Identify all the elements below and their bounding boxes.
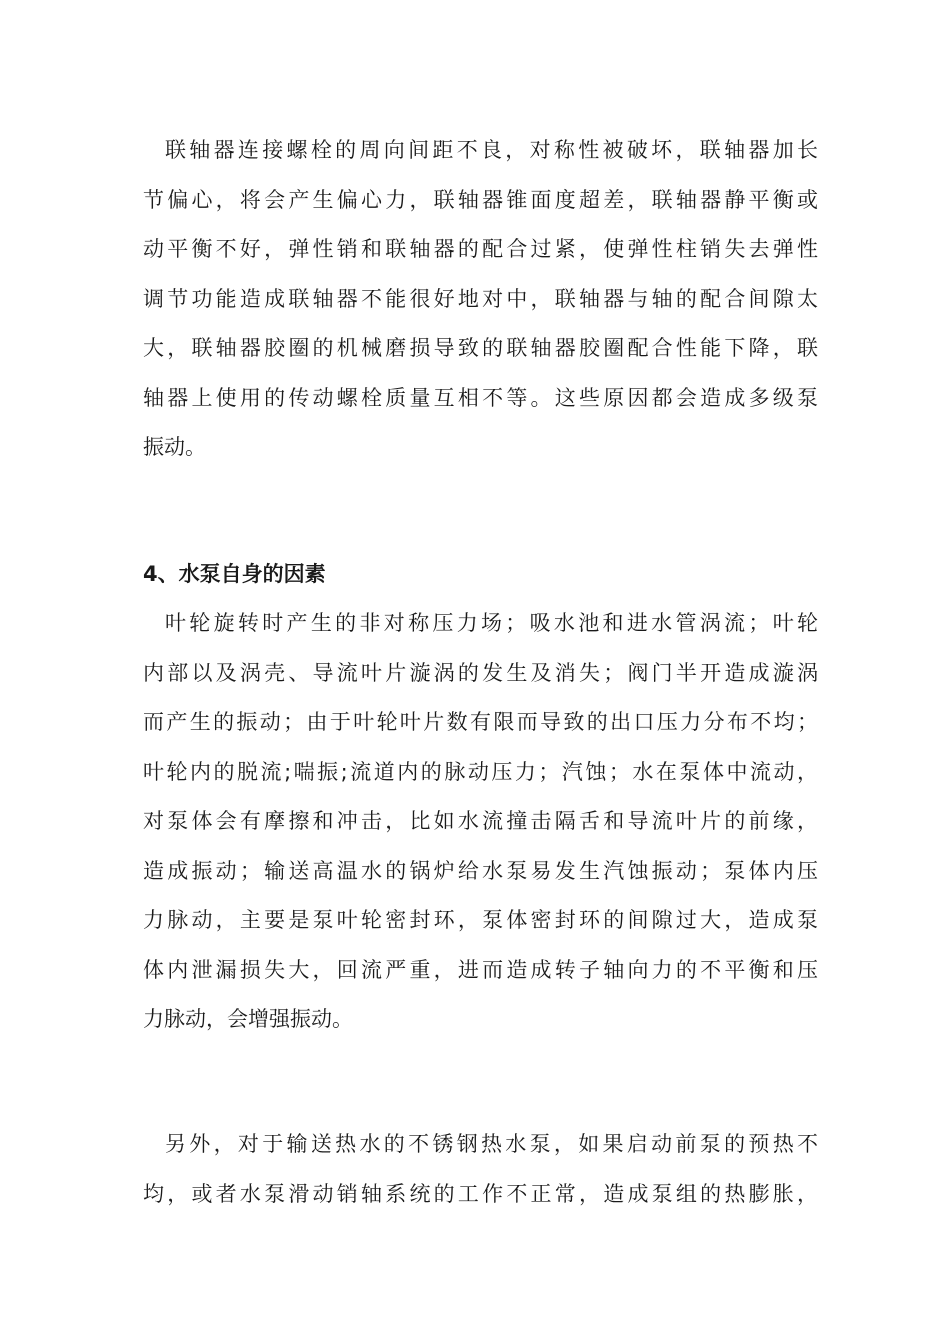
text-line: 调节功能造成联轴器不能很好地对中，联轴器与轴的配合间隙太 (143, 286, 818, 311)
paragraph-pump-factors (143, 599, 818, 1045)
text-line: 叶轮旋转时产生的非对称压力场；吸水池和进水管涡流；叶轮 (165, 611, 818, 635)
text-line: 联轴器连接螺栓的周向间距不良，对称性被破坏，联轴器加长 (165, 138, 818, 162)
text-line: 大，联轴器胶圈的机械磨损导致的联轴器胶圈配合性能下降，联 (143, 336, 818, 360)
text-line: 叶轮内的脱流;喘振;流道内的脉动压力；汽蚀；水在泵体中流动， (143, 759, 818, 784)
text-line: 力脉动，主要是泵叶轮密封环，泵体密封环的间隙过大，造成泵 (143, 908, 818, 932)
text-line: 均，或者水泵滑动销轴系统的工作不正常，造成泵组的热膨胀， (143, 1181, 818, 1206)
text-line: 力脉动，会增强振动。 (143, 1007, 353, 1031)
text-line: 内部以及涡壳、导流叶片漩涡的发生及消失；阀门半开造成漩涡 (143, 660, 818, 685)
section-heading: 4、水泵自身的因素 (143, 562, 326, 586)
text-line: 动平衡不好，弹性销和联轴器的配合过紧，使弹性柱销失去弹性 (143, 237, 818, 261)
text-line: 振动。 (143, 435, 206, 459)
text-line: 另外，对于输送热水的不锈钢热水泵，如果启动前泵的预热不 (165, 1132, 818, 1156)
text-line: 造成振动；输送高温水的锅炉给水泵易发生汽蚀振动；泵体内压 (143, 858, 818, 883)
text-line: 节偏心，将会产生偏心力，联轴器锥面度超差，联轴器静平衡或 (143, 187, 818, 212)
paragraph-coupling-causes (143, 126, 818, 473)
text-line: 体内泄漏损失大，回流严重，进而造成转子轴向力的不平衡和压 (143, 957, 818, 982)
paragraph-hot-water-pump (143, 1120, 818, 1219)
text-line: 对泵体会有摩擦和冲击，比如水流撞击隔舌和导流叶片的前缘， (143, 809, 818, 833)
text-line: 轴器上使用的传动螺栓质量互相不等。这些原因都会造成多级泵 (143, 385, 818, 410)
text-line: 而产生的振动；由于叶轮叶片数有限而导致的出口压力分布不均； (143, 710, 818, 734)
